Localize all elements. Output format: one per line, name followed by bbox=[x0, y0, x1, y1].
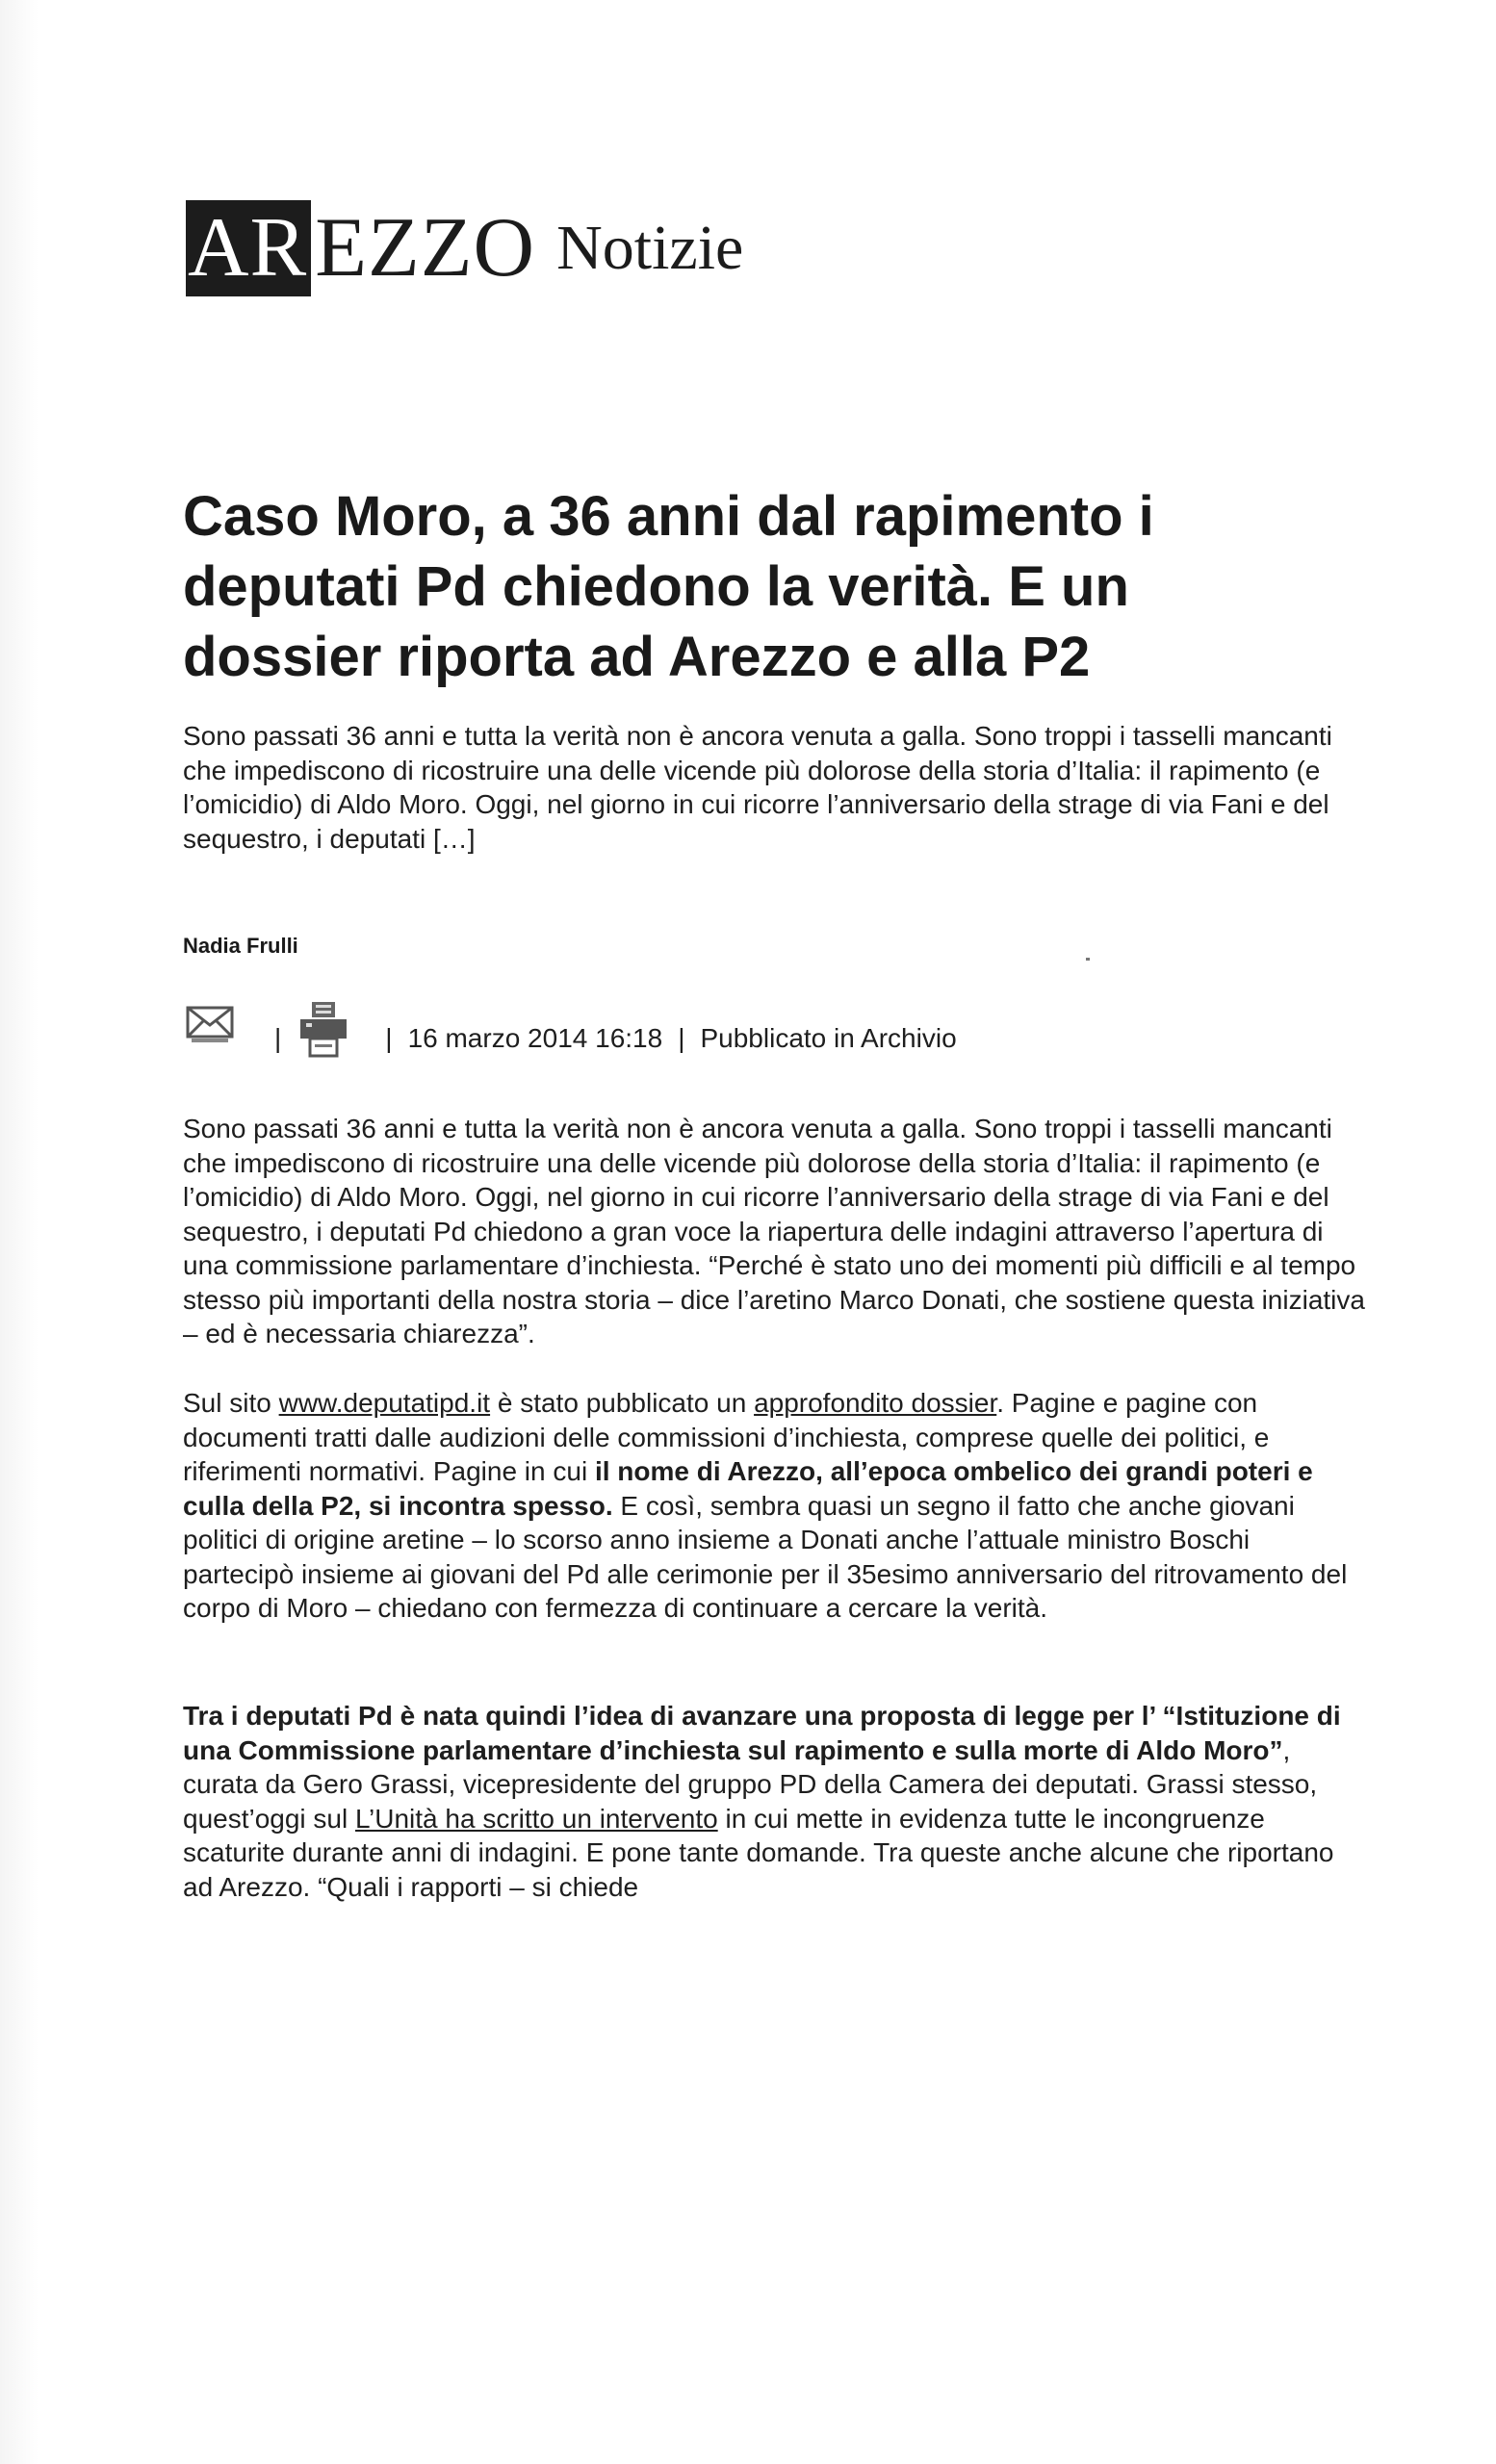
email-icon[interactable] bbox=[186, 1000, 240, 1054]
article-lead: Sono passati 36 anni e tutta la verità non è ancora venuta a galla. Sono troppi i tasselli mancanti che impediscono di ricostruire una delle vicende più dolorose della storia d’Italia: il rapimento (e l’omicidio) di Aldo Moro. Oggi, nel giorno in cui ricorre l’anniversario della strage di via Fani e del sequestro, i deputati […] bbox=[183, 721, 1332, 854]
print-icon[interactable] bbox=[297, 1000, 350, 1054]
logo-subtitle: Notizie bbox=[556, 213, 744, 283]
article-paragraph-1: Sono passati 36 anni e tutta la verità non è ancora venuta a galla. Sono troppi i tasselli mancanti che impediscono di ricostruire una delle vicende più dolorose della storia d’Italia: il rapimento (e l’omicidio) di Aldo Moro. Oggi, nel giorno in cui ricorre l’anniversario della strage di via Fani e del sequestro, i deputati Pd chiedono a gran voce la riapertura delle indagini attraverso l’apertura di una commissione parlamentare d’inchiesta. “Perché è stato uno dei momenti più difficili e al tempo stesso più importanti della nostra storia – dice l’aretino Marco Donati, che sostiene questa iniziativa – ed è necessaria chiarezza”. bbox=[183, 1114, 1365, 1348]
bold-text: “Istituzione di una Commissione parlamentare d’inchiesta sul rapimento e sulla morte di Aldo Moro” bbox=[183, 1701, 1341, 1765]
text-run: in cui mette in evidenza tutte le incongruenze scaturite durante anni di indagini. E pone tante domande. Tra queste anche alcune che riportano ad Arezzo. “Quali i rapporti – si chiede bbox=[183, 1803, 1334, 1902]
text-run: . Pagine e pagine con documenti tratti dalle audizioni delle commissioni d’inchiesta, comprese quelle dei politici, e riferimenti normativi. Pagine in cui bbox=[183, 1388, 1270, 1486]
logo-boxed-letters: AR bbox=[186, 200, 311, 296]
meta-separator: | bbox=[385, 1023, 393, 1053]
article-category[interactable]: Pubblicato in Archivio bbox=[700, 1023, 957, 1053]
article-author[interactable]: Nadia Frulli bbox=[183, 934, 298, 958]
article-headline: Caso Moro, a 36 anni dal rapimento i deputati Pd chiedono la verità. E un dossier riporta ad Arezzo e alla P2 bbox=[183, 485, 1154, 688]
article-paragraph-3 bbox=[183, 1699, 1367, 1904]
deputatipd-link[interactable]: www.deputatipd.it bbox=[278, 1388, 491, 1418]
unita-link[interactable]: L’Unità ha scritto un intervento bbox=[355, 1803, 718, 1834]
dossier-link[interactable]: approfondito dossier bbox=[754, 1388, 997, 1418]
logo-wordmark: EZZO bbox=[315, 201, 536, 295]
scan-edge bbox=[0, 0, 39, 2464]
meta-separator: | bbox=[678, 1023, 685, 1053]
article-meta bbox=[186, 987, 957, 1054]
scan-speck bbox=[1086, 958, 1090, 961]
bold-text: Tra i deputati Pd è nata quindi l’idea di avanzare una proposta di legge per l’ bbox=[183, 1701, 1163, 1731]
article-date: 16 marzo 2014 16:18 bbox=[407, 1023, 663, 1053]
site-logo[interactable] bbox=[186, 191, 743, 296]
bold-text: il nome di Arezzo, all’epoca ombelico dei grandi poteri e culla della P2, si incontra spesso. bbox=[183, 1456, 1313, 1521]
meta-separator: | bbox=[274, 1023, 282, 1053]
text-run: E così, sembra quasi un segno il fatto che anche giovani politici di origine aretine – lo scorso anno insieme a Donati anche l’attuale ministro Boschi partecipò insieme ai giovani del Pd alle cerimonie per il 35esimo anniversario del ritrovamento del corpo di Moro – chiedano con fermezza di continuare a cercare la verità. bbox=[183, 1490, 1348, 1623]
text-run: Sul sito bbox=[183, 1388, 279, 1418]
article-paragraph-2 bbox=[183, 1386, 1367, 1626]
text-run: , curata da Gero Grassi, vicepresidente del gruppo PD della Camera dei deputati. Grassi stesso, quest’oggi sul bbox=[183, 1734, 1318, 1834]
text-run: è stato pubblicato un bbox=[490, 1388, 755, 1418]
